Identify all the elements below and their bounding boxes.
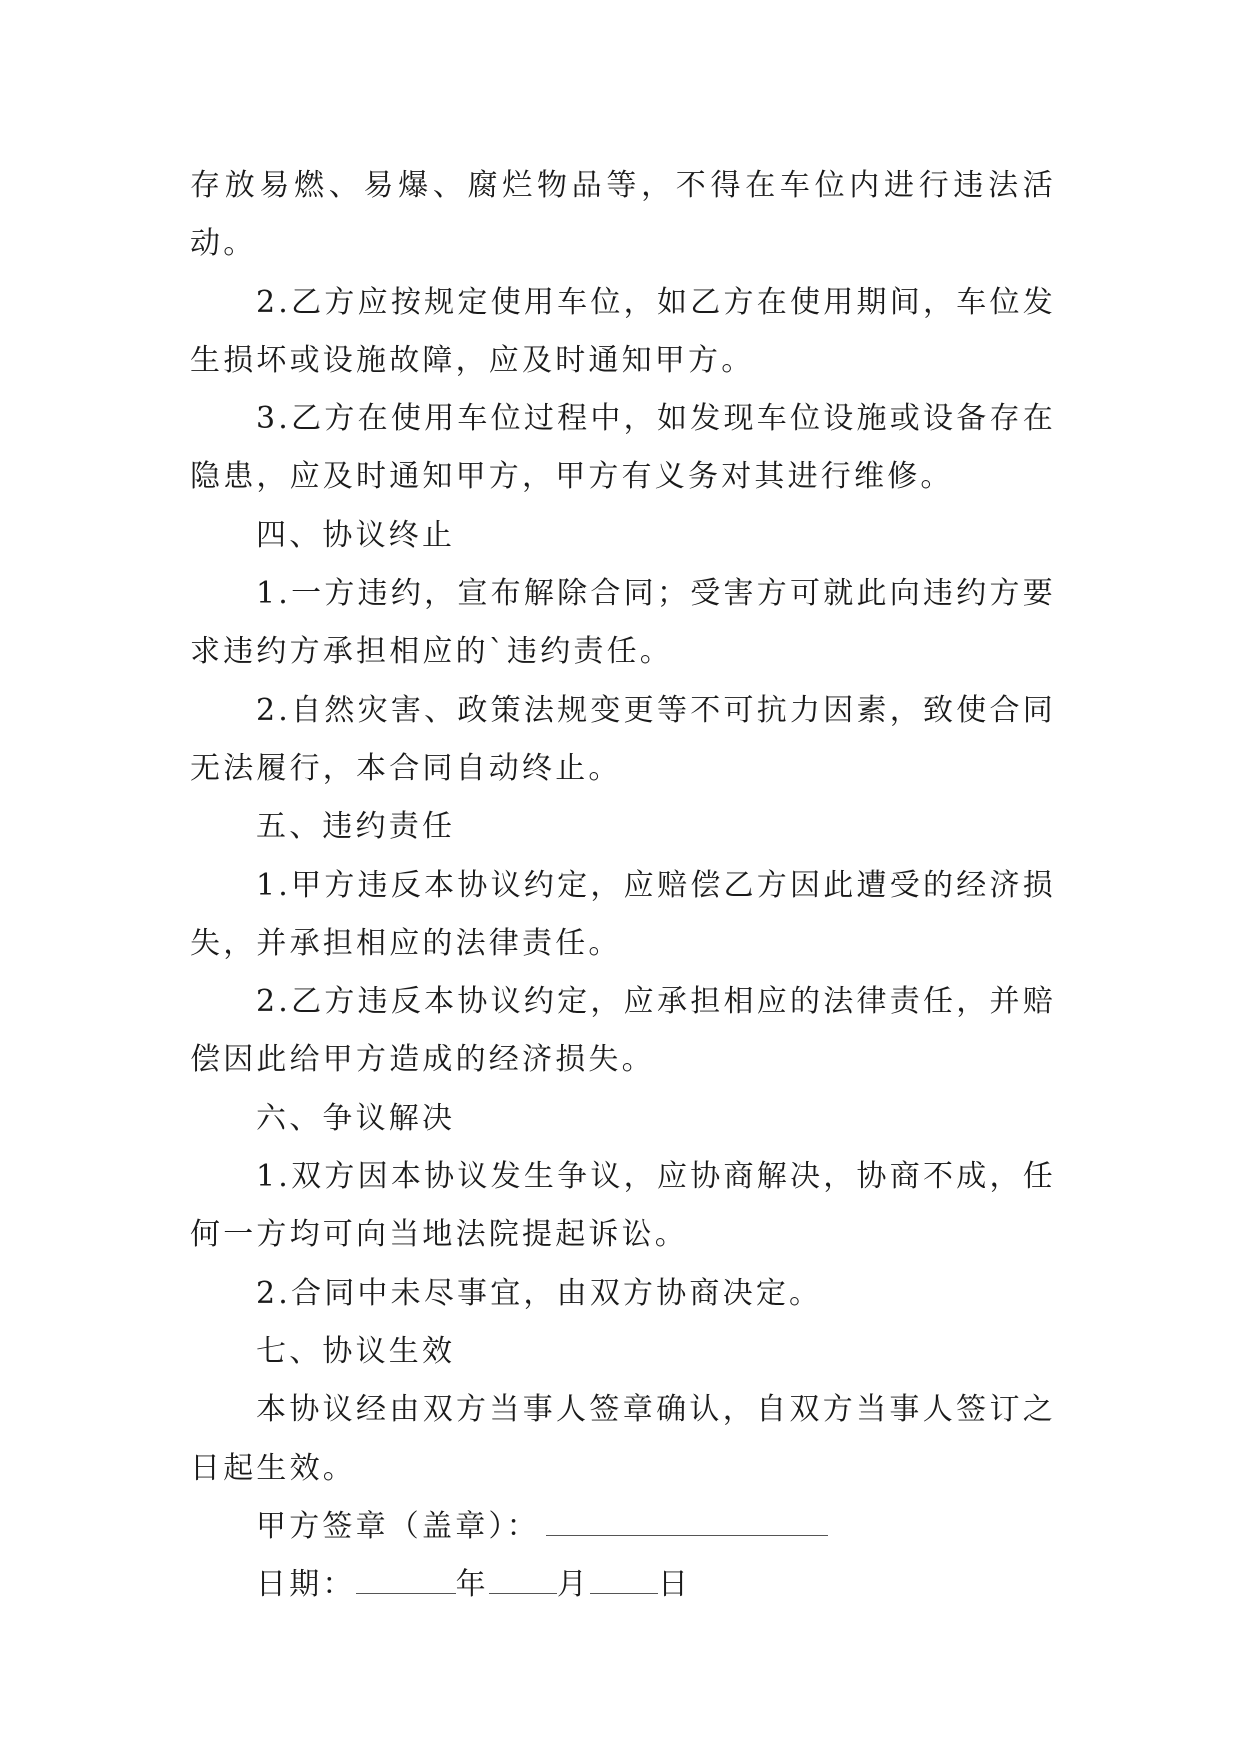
clause-3-2: 2.乙方应按规定使用车位，如乙方在使用期间，车位发生损坏或设施故障，应及时通知甲方。 (190, 284, 1056, 378)
clause-6-1: 1.双方因本协议发生争议，应协商解决，协商不成，任何一方均可向当地法院提起诉讼。 (190, 1159, 1056, 1253)
month-label: 月 (556, 1567, 591, 1603)
paragraph-continuation: 存放易燃、易爆、腐烂物品等，不得在车位内进行违法活动。 (190, 168, 1056, 262)
year-blank-field[interactable] (356, 1561, 456, 1594)
month-blank-field[interactable] (489, 1561, 557, 1594)
day-label: 日 (658, 1567, 692, 1603)
section-heading-termination: 四、协议终止 (256, 517, 456, 553)
day-blank-field[interactable] (590, 1561, 658, 1594)
clause-5-2: 2.乙方违反本协议约定，应承担相应的法律责任，并赔偿因此给甲方造成的经济损失。 (190, 984, 1056, 1078)
signature-line (190, 1498, 1056, 1556)
clause-6-2: 2.合同中未尽事宜，由双方协商决定。 (256, 1275, 823, 1311)
signature-label: 甲方签章（盖章）： (256, 1508, 540, 1544)
section-heading-dispute: 六、争议解决 (256, 1100, 456, 1136)
date-label: 日期： (256, 1567, 356, 1603)
date-line (190, 1556, 1056, 1614)
year-label: 年 (455, 1567, 489, 1603)
section-heading-liability: 五、违约责任 (256, 809, 456, 845)
clause-4-1: 1.一方违约，宣布解除合同；受害方可就此向违约方要求违约方承担相应的`违约责任。 (190, 576, 1056, 670)
section-heading-effect: 七、协议生效 (256, 1333, 456, 1369)
clause-4-2: 2.自然灾害、政策法规变更等不可抗力因素，致使合同无法履行，本合同自动终止。 (190, 692, 1056, 786)
clause-5-1: 1.甲方违反本协议约定，应赔偿乙方因此遭受的经济损失，并承担相应的法律责任。 (190, 867, 1056, 961)
clause-3-3: 3.乙方在使用车位过程中，如发现车位设施或设备存在隐患，应及时通知甲方，甲方有义务对其进行维修。 (190, 401, 1056, 495)
clause-7-text: 本协议经由双方当事人签章确认，自双方当事人签订之日起生效。 (190, 1392, 1056, 1486)
document-body (190, 157, 1056, 1614)
signature-blank-field[interactable] (546, 1503, 828, 1536)
